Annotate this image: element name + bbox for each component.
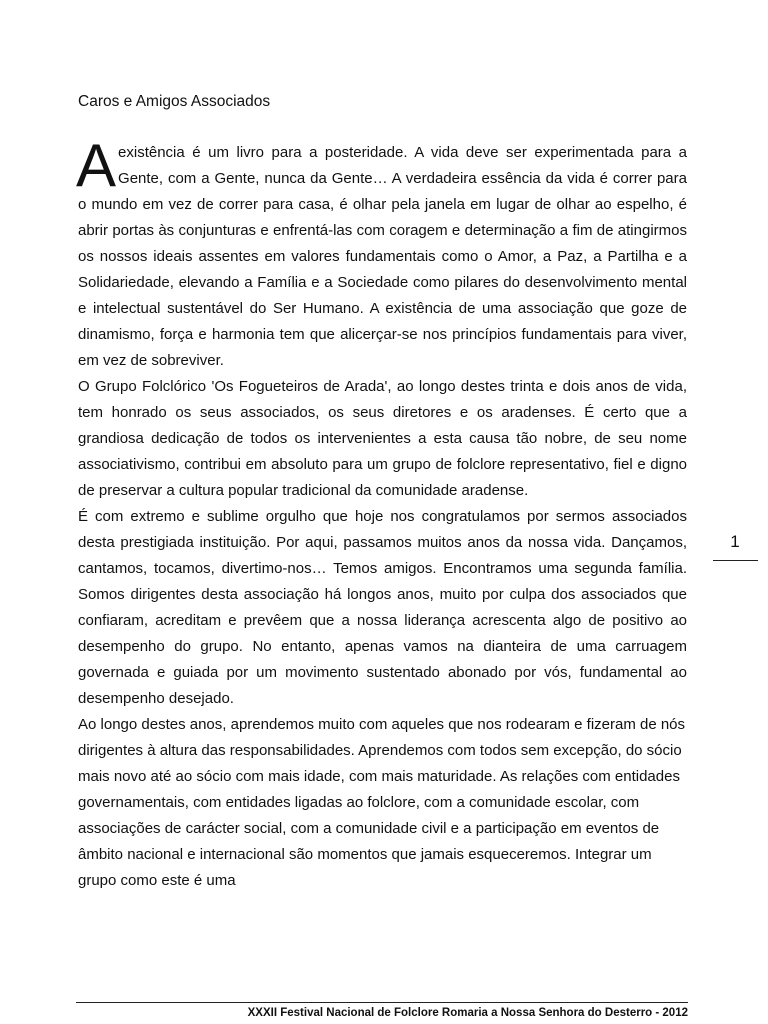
paragraph-4: Ao longo destes anos, aprendemos muito com aqueles que nos rodearam e fizeram de nós dirigentes à altura das responsabilidades. Aprendemos com todos sem excepção, do sócio mais novo até ao sócio com mais idade, com mais maturidade. As relações com entidades governamentais, com entidades ligadas ao folclore, com a comunidade escolar, com associações de carácter social, com a comunidade civil e a participação em eventos de âmbito nacional e internacional são momentos que jamais esqueceremos. Integrar um grupo como este é uma xyxy=(78,716,686,889)
paragraph-2: O Grupo Folclórico 'Os Fogueteiros de Arada', ao longo destes trinta e dois anos de vida, tem honrado os seus associados, os seus diretores e os aradenses. É certo que a grandiosa dedicação de todos os intervenientes a esta causa tão nobre, de seu nome associativismo, contribui em absoluto para um grupo de folclore representativo, fiel e digno de preservar a cultura popular tradicional da comunidade aradense. xyxy=(78,378,687,499)
letter-greeting: Caros e Amigos Associados xyxy=(78,93,271,110)
paragraph-3: É com extremo e sublime orgulho que hoje nos congratulamos por sermos associados desta prestigiada instituição. Por aqui, passamos muitos anos da nossa vida. Dançamos, cantamos, tocamos, divertimo-nos… Temos amigos. Encontramos uma segunda família. Somos dirigentes desta associação há longos anos, muito por culpa dos associados que confiaram, acreditam e prevêem que a nossa liderança acrescenta algo de positivo ao desempenho do grupo. No entanto, apenas vamos na dianteira de uma carruagem governada e guiada por um movimento sustentado abonado por vós, fundamental ao desempenho desejado. xyxy=(78,508,687,707)
paragraph-1-text: existência é um livro para a posteridade. A vida deve ser experimentada para a Gente, com a Gente, nunca da Gente… A verdadeira essência da vida é correr para o mundo em vez de correr para casa, é olhar pela janela em lugar de olhar ao espelho, é abrir portas às conjunturas e enfrentá-las com coragem e determinação a fim de atingirmos os nossos ideais assentes em valores fundamentais como o Amor, a Paz, a Partilha e a Solidariedade, elevando a Família e a Sociedade como pilares do desenvolvimento mental e intelectual sustentável do Ser Humano. A existência de uma associação que goze de dinamismo, força e harmonia tem que alicerçar-se nos princípios fundamentais para viver, em vez de sobreviver. xyxy=(78,144,687,369)
letter-body xyxy=(76,132,687,894)
footer-divider xyxy=(76,1002,688,1003)
paragraph-1 xyxy=(76,132,687,374)
drop-cap-letter: A xyxy=(76,132,117,199)
page-number-divider xyxy=(713,560,758,561)
page-number: 1 xyxy=(730,532,740,551)
page-footer: XXXII Festival Nacional de Folclore Romaria a Nossa Senhora do Desterro - 2012 xyxy=(247,1007,688,1019)
